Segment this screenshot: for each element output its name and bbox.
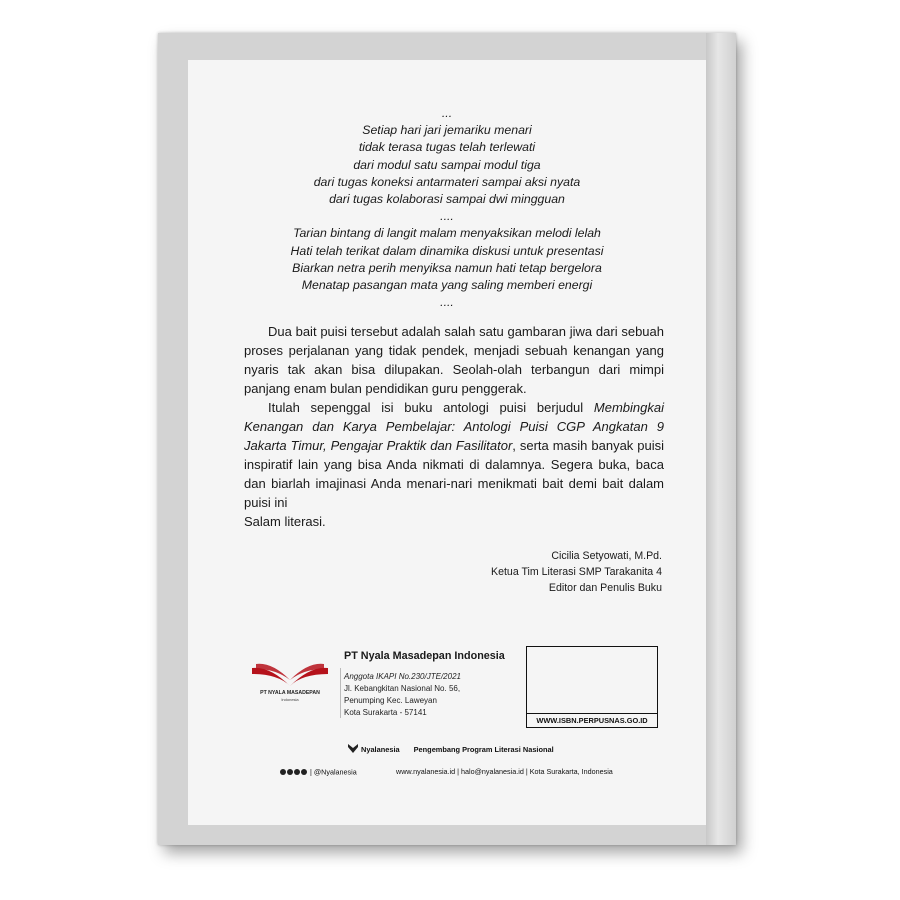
logo-wordmark: PT NYALA MASADEPAN bbox=[260, 690, 320, 696]
author-role: Ketua Tim Literasi SMP Tarakanita 4 bbox=[491, 566, 662, 578]
poem-line: Tarian bintang di langit malam menyaksikan melodi lelah bbox=[293, 226, 601, 241]
book-title: Membingkai Kenangan dan Karya Pembelajar: Antologi Puisi CGP Angkatan 9 Jakarta Timur, Pengajar Praktik dan Fasilitator bbox=[244, 400, 664, 453]
closing-line: Salam literasi. bbox=[244, 514, 326, 529]
contact-line: www.nyalanesia.id | halo@nyalanesia.id | Kota Surakarta, Indonesia bbox=[396, 767, 613, 776]
isbn-url: WWW.ISBN.PERPUSNAS.GO.ID bbox=[527, 713, 657, 727]
poem-line: .... bbox=[440, 209, 454, 224]
poem-line: dari tugas kolaborasi sampai dwi mingguan bbox=[329, 191, 565, 206]
poem-line: Menatap pasangan mata yang saling memberi energi bbox=[301, 277, 593, 292]
poem-line: Biarkan netra perih menyiksa namun hati tetap bergelora bbox=[292, 260, 602, 275]
facebook-icon bbox=[287, 769, 293, 775]
poem-line: Setiap hari jari jemariku menari bbox=[362, 123, 532, 138]
youtube-icon bbox=[294, 769, 300, 775]
back-cover-page bbox=[188, 60, 706, 825]
instagram-icon bbox=[280, 769, 286, 775]
poem-excerpt bbox=[188, 105, 706, 311]
publisher-divider bbox=[340, 668, 341, 718]
ikapi-membership: Anggota IKAPI No.230/JTE/2021 bbox=[344, 672, 461, 681]
poem-line: ... bbox=[441, 106, 453, 120]
social-handle: | @Nyalanesia bbox=[310, 767, 357, 777]
address-line: Jl. Kebangkitan Nasional No. 56, bbox=[344, 684, 461, 693]
blurb-text bbox=[244, 322, 664, 531]
blurb-paragraph-2-start: Itulah sepenggal isi buku antologi puisi berjudul bbox=[268, 400, 594, 415]
poem-line: tidak terasa tugas telah terlewati bbox=[358, 140, 536, 155]
brand-line bbox=[348, 744, 554, 755]
publisher-address bbox=[344, 671, 461, 719]
poem-line: Hati telah terikat dalam dinamika diskusi untuk presentasi bbox=[290, 243, 604, 258]
blurb-paragraph-1: Dua bait puisi tersebut adalah salah satu gambaran jiwa dari sebuah proses perjalanan yang tidak pendek, menjadi sebuah kenangan yang nyaris tak akan bisa dilupakan. Seolah-olah terbangun dari mimpi panjang enam bulan pendidikan guru penggerak. bbox=[244, 324, 664, 396]
blurb-paragraph-2 bbox=[244, 398, 664, 512]
address-line: Kota Surakarta - 57141 bbox=[344, 708, 427, 717]
nyalanesia-logo-icon bbox=[348, 744, 358, 755]
address-line: Penumping Kec. Laweyan bbox=[344, 696, 437, 705]
book-spine bbox=[706, 33, 736, 845]
publisher-logo bbox=[250, 660, 330, 702]
brand-tagline: Pengembang Program Literasi Nasional bbox=[413, 745, 554, 754]
social-handles bbox=[280, 767, 357, 777]
poem-line: .... bbox=[440, 295, 454, 310]
publisher-name: PT Nyala Masadepan Indonesia bbox=[344, 650, 505, 662]
logo-subtitle: Indonesia bbox=[281, 697, 299, 702]
brand-name: Nyalanesia bbox=[361, 745, 400, 754]
blurb-paragraph-2-end: , serta masih banyak puisi inspiratif lain yang bisa Anda nikmati di dalamnya. Segera buka, baca dan biarlah imajinasi Anda menari-nari menikmati bait demi bait dalam puisi ini bbox=[244, 438, 664, 510]
poem-line: dari tugas koneksi antarmateri sampai aksi nyata bbox=[313, 174, 581, 189]
flame-wings-icon bbox=[250, 660, 330, 688]
signature-block bbox=[491, 548, 662, 596]
tiktok-icon bbox=[301, 769, 307, 775]
author-role-2: Editor dan Penulis Buku bbox=[548, 582, 662, 594]
isbn-barcode-box bbox=[526, 646, 658, 728]
author-name: Cicilia Setyowati, M.Pd. bbox=[551, 550, 662, 562]
poem-line: dari modul satu sampai modul tiga bbox=[353, 157, 541, 172]
